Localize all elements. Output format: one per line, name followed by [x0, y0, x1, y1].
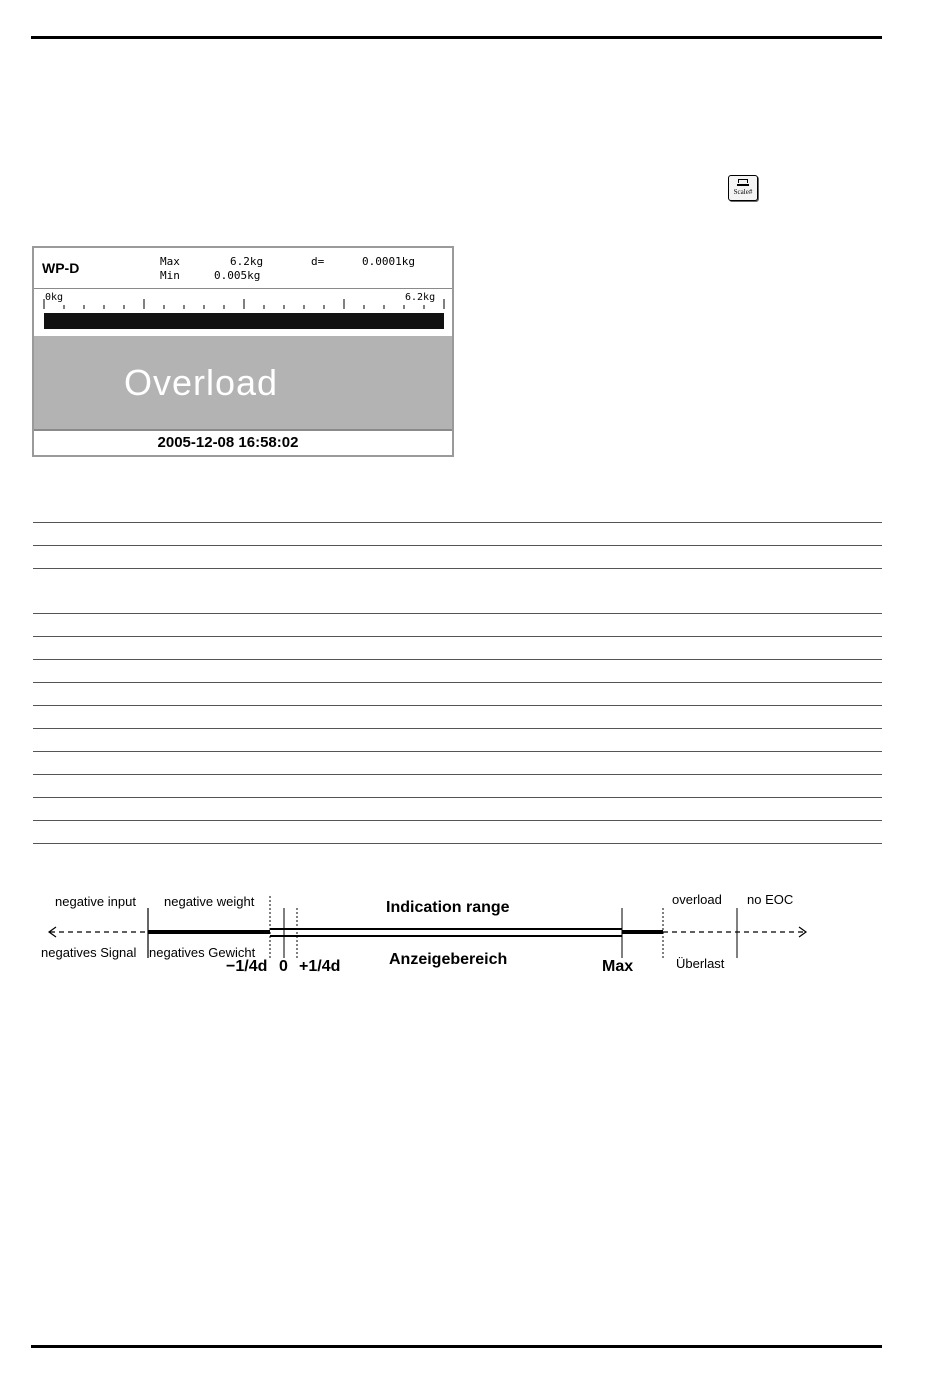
table-rule: [33, 797, 882, 798]
negatives-gewicht-label: negatives Gewicht: [149, 945, 256, 960]
range-diagram-lines: [0, 880, 950, 990]
table-rule: [33, 682, 882, 683]
min-value: 0.005kg: [214, 269, 261, 282]
table-rule: [33, 820, 882, 821]
max-value: 6.2kg: [230, 255, 264, 268]
indication-range-label: Indication range: [386, 899, 510, 916]
footer-line: [50, 455, 440, 456]
table-rule: [33, 843, 882, 844]
negative-input-label: negative input: [55, 894, 136, 909]
table-rule: [33, 522, 882, 523]
table-rule: [33, 568, 882, 569]
table-rule: [33, 613, 882, 614]
zero-label: 0: [279, 958, 288, 975]
table-rule: [33, 751, 882, 752]
scale-key-label: Scale#: [733, 188, 753, 196]
scale-display-screen: [32, 246, 454, 457]
page-header-rule: [31, 36, 882, 39]
max-label: Max: [602, 958, 634, 975]
bar-graph-ticks: [34, 289, 454, 313]
ueberlast-label: Überlast: [676, 956, 725, 971]
display-footer: [34, 429, 452, 457]
bar-graph-fill: [44, 313, 444, 329]
d-label: d=: [311, 255, 325, 268]
overload-status: Overload: [34, 336, 452, 429]
min-label: Min: [160, 269, 180, 282]
scale-select-key: [728, 175, 758, 201]
table-rule: [33, 774, 882, 775]
max-label: Max: [160, 255, 180, 268]
scale-name: WP-D: [42, 260, 80, 276]
anzeigebereich-label: Anzeigebereich: [389, 951, 508, 968]
page-footer-rule: [31, 1345, 882, 1348]
overload-label: overload: [672, 892, 722, 907]
scale-icon: [737, 179, 749, 187]
negative-weight-label: negative weight: [164, 894, 255, 909]
display-header: [34, 248, 452, 289]
no-eoc-label: no EOC: [747, 892, 794, 907]
table-rule: [33, 705, 882, 706]
table-rule: [33, 636, 882, 637]
table-rule: [33, 728, 882, 729]
weighing-range-diagram: [0, 880, 950, 990]
negatives-signal-label: negatives Signal: [41, 945, 137, 960]
minus-quarter-d-label: −1/4d: [226, 958, 268, 975]
weighing-bar-graph: [34, 289, 452, 336]
d-value: 0.0001kg: [362, 255, 415, 268]
bar-end-label: 6.2kg: [405, 292, 436, 303]
table-rule: [33, 545, 882, 546]
table-rule: [33, 659, 882, 660]
bar-start-label: 0kg: [45, 292, 64, 303]
plus-quarter-d-label: +1/4d: [299, 958, 341, 975]
display-datetime: 2005-12-08 16:58:02: [157, 434, 299, 451]
